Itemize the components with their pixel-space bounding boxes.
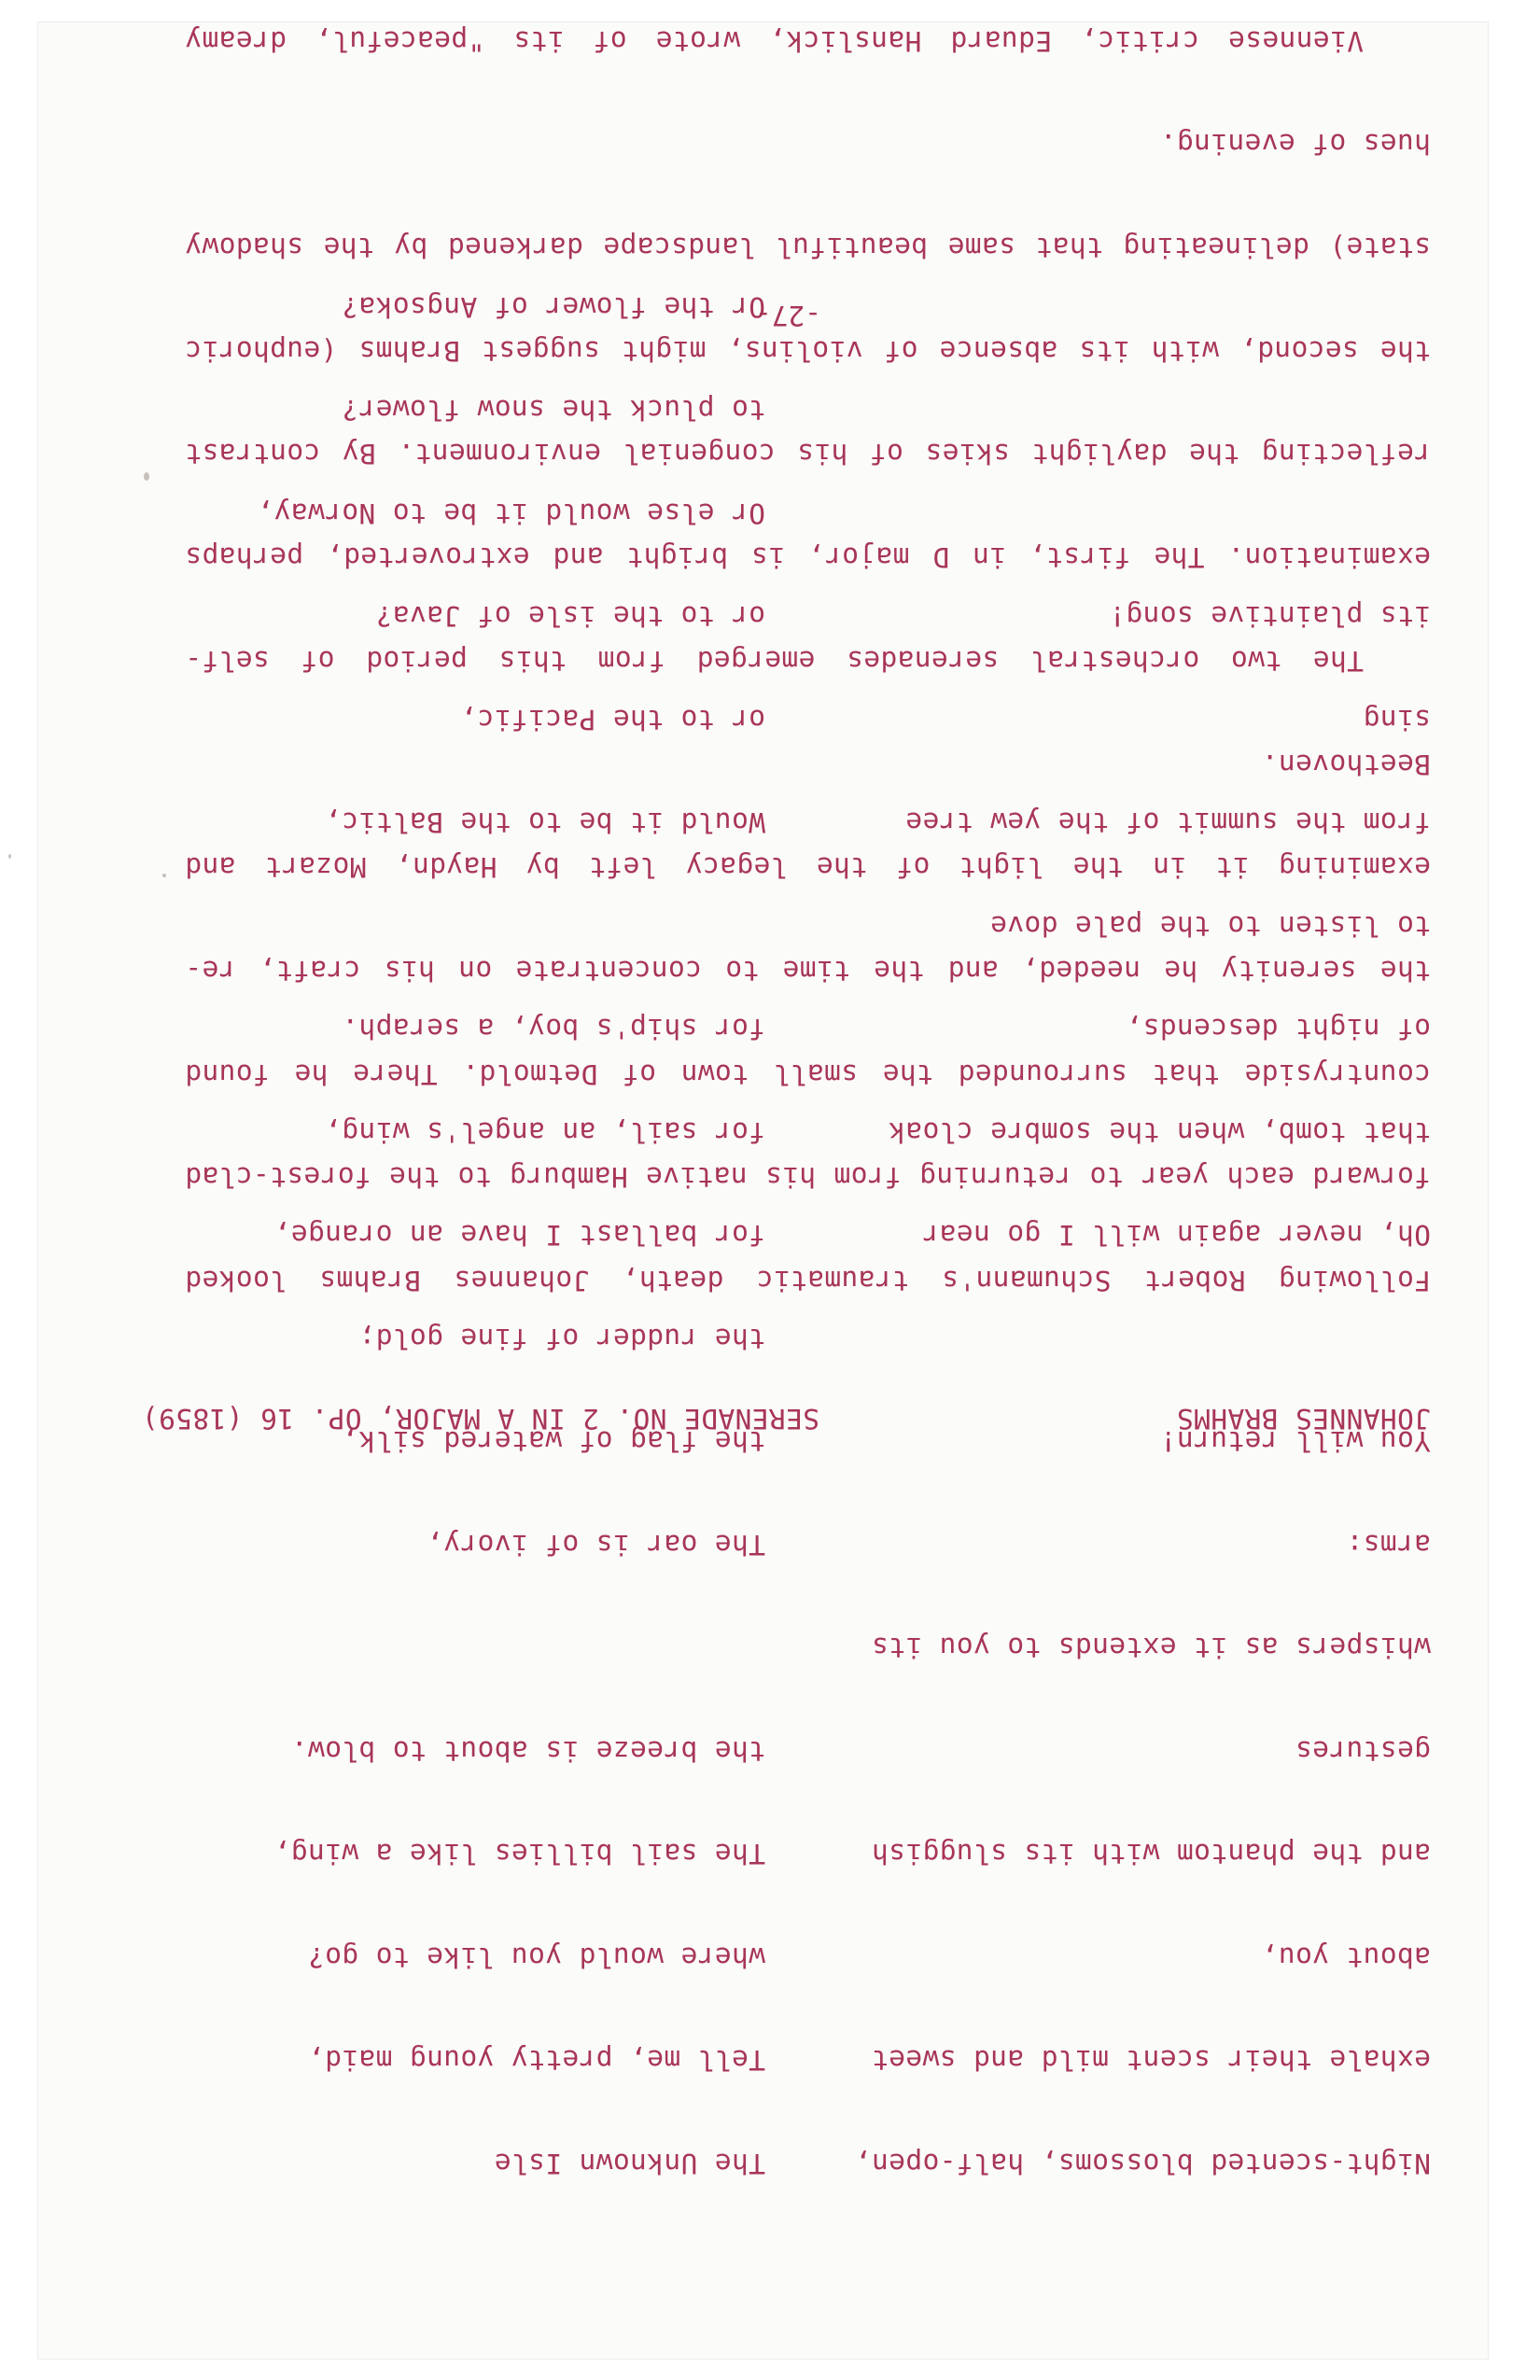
prose-line: reflecting the daylight skies of his congenial environment. By contrast: [185, 438, 1431, 470]
poem-line: You will return!: [1159, 1425, 1431, 1458]
poem-line: whispers as it extends to you its: [871, 1631, 1431, 1664]
poem-line: The sail billies like a wing,: [273, 1838, 765, 1870]
prose-line: countryside that surrounded the small town of Detmold. There he found: [185, 1057, 1431, 1090]
poem-line: or to the Pacific,: [460, 704, 765, 735]
poem-line: about you,: [1261, 1941, 1431, 1973]
prose-line: state) delineating that same beautiful landscape darkened by the shadowy: [185, 231, 1431, 264]
poem-line: the flag of watered silk,: [341, 1425, 765, 1458]
prose-line: examining it in the light of the legacy left by Haydn, Mozart and: [185, 851, 1431, 884]
scan-speck: [8, 854, 11, 859]
poem-line: that tomb, when the sombre cloak: [888, 1116, 1431, 1148]
poem-line: Tell me, pretty young maid,: [307, 2044, 765, 2077]
poem-line: arms:: [1346, 1529, 1431, 1561]
poem-line: from the summit of the yew tree: [905, 806, 1431, 839]
poem-title: The Unknown Isle: [494, 2148, 765, 2179]
composer-name: JOHANNES BRAHMS: [1176, 1403, 1431, 1435]
poem-line: gestures: [1295, 1735, 1431, 1767]
poem-line: Or else would it be to Norway,: [257, 497, 765, 529]
scan-speck: [144, 472, 149, 481]
poem-line: the breeze is about to blow.: [290, 1735, 765, 1767]
page-number: -27-: [754, 300, 821, 331]
prose-line: the second, with its absence of violins, might suggest Brahms (euphoric: [185, 334, 1431, 367]
prose-line: Beethoven.: [1261, 748, 1431, 780]
poem-line: sing: [1363, 704, 1431, 735]
prose-line: hues of evening.: [1159, 128, 1431, 161]
poem-line: for sail, an angel's wing,: [324, 1116, 765, 1148]
poem-line: Night-scented blossoms, half-open,: [854, 2148, 1431, 2179]
poem-line: to listen to the pale dove: [989, 910, 1431, 942]
prose-line: Following Robert Schumann's traumatic death, Johannes Brahms looked: [185, 1265, 1431, 1296]
scan-speck: [162, 874, 166, 877]
poem-line: its plaintive song!: [1108, 600, 1431, 633]
poem-line: Or the flower of Angsoka?: [341, 291, 765, 323]
poem-line: for ballast I have an orange,: [273, 1219, 765, 1252]
prose-line: Viennese critic, Eduard Hanslick, wrote of its "peaceful, dreamy: [185, 24, 1364, 57]
prose-line: forward each year to returning from his native Hamburg to the forest-clad: [185, 1161, 1431, 1194]
poem-line: exhale their scent mild and sweet: [871, 2044, 1431, 2077]
poem-line: of night descends,: [1126, 1013, 1431, 1045]
poem-line: or to the isle of Java?: [375, 600, 765, 633]
poem-line: to pluck the snow flower?: [341, 394, 765, 427]
work-title: SERENADE NO. 2 IN A MAJOR, OP. 16 (1859): [141, 1403, 819, 1435]
section-heading: [141, 1399, 1431, 1438]
prose-line: examination. The first, in D major, is bright and extroverted, perhaps: [185, 541, 1431, 574]
poem-line: and the phantom with its sluggish: [871, 1838, 1431, 1870]
program-note-text: [185, 0, 1431, 1364]
poem-line: The oar is of ivory,: [426, 1529, 765, 1561]
prose-line: The two orchestral serenades emerged from this period of self-: [185, 644, 1364, 677]
poem-line: Would it be to the Baltic,: [324, 806, 765, 839]
poem-line: Oh, never again will I go near: [922, 1219, 1431, 1252]
poem-line: for ship's boy, a seraph.: [341, 1013, 765, 1045]
poem-line: the rudder of fine gold;: [358, 1323, 765, 1354]
poem-line: where would you like to go?: [307, 1941, 765, 1973]
prose-line: the serenity he needed, and the time to concentrate on his craft, re-: [185, 954, 1431, 987]
poem-line: [93, 1628, 765, 1668]
